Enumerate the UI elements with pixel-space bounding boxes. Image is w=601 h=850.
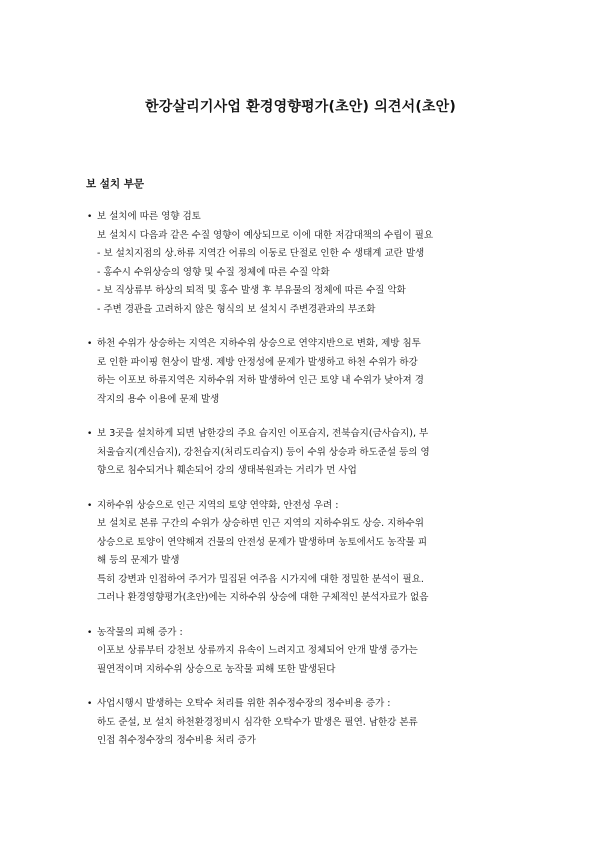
opinion-list [88, 208, 518, 767]
list-item [88, 425, 518, 481]
item-line: - 보 직상류부 하상의 퇴적 및 홍수 발생 후 부유물의 정체에 따른 수질 악화 [97, 285, 406, 296]
bullet-icon: • [87, 699, 93, 709]
list-item [88, 208, 518, 319]
bullet-icon: • [87, 429, 93, 439]
list-item [88, 624, 518, 680]
item-line: 지하수위 상승으로 인근 지역의 토양 연약화, 안전성 우려 : [97, 499, 339, 511]
bullet-icon: • [87, 627, 93, 638]
item-line: 향으로 침수되거나 훼손되어 강의 생태복원과는 거리가 먼 사업 [97, 465, 357, 476]
item-line: 농작물의 피해 증가 : [97, 626, 183, 638]
item-line: - 주변 경관을 고려하지 않은 형식의 보 설치시 주변경관과의 부조화 [97, 303, 376, 315]
item-line: 하천 수위가 상승하는 지역은 지하수위 상승으로 연약지반으로 변화, 제방 침투 [97, 338, 421, 349]
item-line: 보 설치시 다음과 같은 수질 영향이 예상되므로 이에 대한 저감대책의 수립이 필요 [97, 229, 434, 241]
item-line: 필연적이며 지하수위 상승으로 농작물 피해 또한 발생된다 [97, 663, 336, 675]
item-line: 작지의 용수 이용에 문제 발생 [97, 393, 220, 405]
bullet-icon: • [87, 212, 93, 222]
item-line: 보 3곳을 설치하게 되면 남한강의 주요 습지인 이포습지, 전북습지(금사습지), 부 [97, 428, 429, 439]
item-line: 보 설치로 본류 구간의 수위가 상승하면 인근 지역의 지하수위도 상승. 지하수위 [97, 518, 424, 529]
item-line: 해 등의 문제가 발생 [97, 555, 180, 566]
item-line: 하는 이포보 하류지역은 지하수위 저하 발생하여 인근 토양 내 수위가 낮아져 경 [97, 375, 424, 386]
item-line: 상승으로 토양이 연약해져 건물의 안전성 문제가 발생하며 농토에서도 농작물 피 [97, 536, 428, 548]
document-title: 한강살리기사업 환경영향평가(초안) 의견서(초안) [144, 99, 457, 115]
section-title: 보 설치 부문 [86, 178, 145, 190]
item-line: 이포보 상류부터 강천보 상류까지 유속이 느려지고 정체되어 안개 발생 증가는 [97, 645, 418, 656]
item-line: 그러나 환경영향평가(초안)에는 지하수위 상승에 대한 구체적인 분석자료가 없음 [97, 592, 429, 603]
item-line: 처울습지(계신습지), 강천습지(처리도리습지) 등이 수위 상승과 하도준설 등의 영 [97, 446, 430, 458]
item-line: 사업시행시 발생하는 오탁수 처리를 위한 취수정수장의 정수비용 증가 : [97, 698, 391, 709]
list-item [88, 335, 518, 409]
item-line: - 홍수시 수위상승의 영향 및 수질 정체에 따른 수질 악화 [97, 266, 330, 278]
item-line: - 보 설치지점의 상.하류 지역간 어류의 이동로 단절로 인한 수 생태계 교란 발생 [97, 248, 425, 259]
list-item [88, 497, 518, 608]
item-line: 특히 강변과 인접하여 주거가 밀집된 여주읍 시가지에 대한 정밀한 분석이 필요. [97, 573, 424, 585]
list-item [88, 695, 518, 751]
item-line: 보 설치에 따른 영향 검토 [97, 211, 201, 222]
item-line: 로 인한 파이핑 현상이 발생. 제방 안정성에 문제가 발생하고 하천 수위가 하강 [97, 356, 418, 368]
item-line: 하도 준설, 보 설치 하천환경정비시 심각한 오탁수가 발생은 필연. 남한강 본류 [97, 716, 418, 728]
bullet-icon: • [87, 500, 93, 511]
item-line: 인접 취수정수장의 정수비용 처리 증가 [97, 735, 256, 746]
bullet-icon: • [87, 339, 93, 349]
